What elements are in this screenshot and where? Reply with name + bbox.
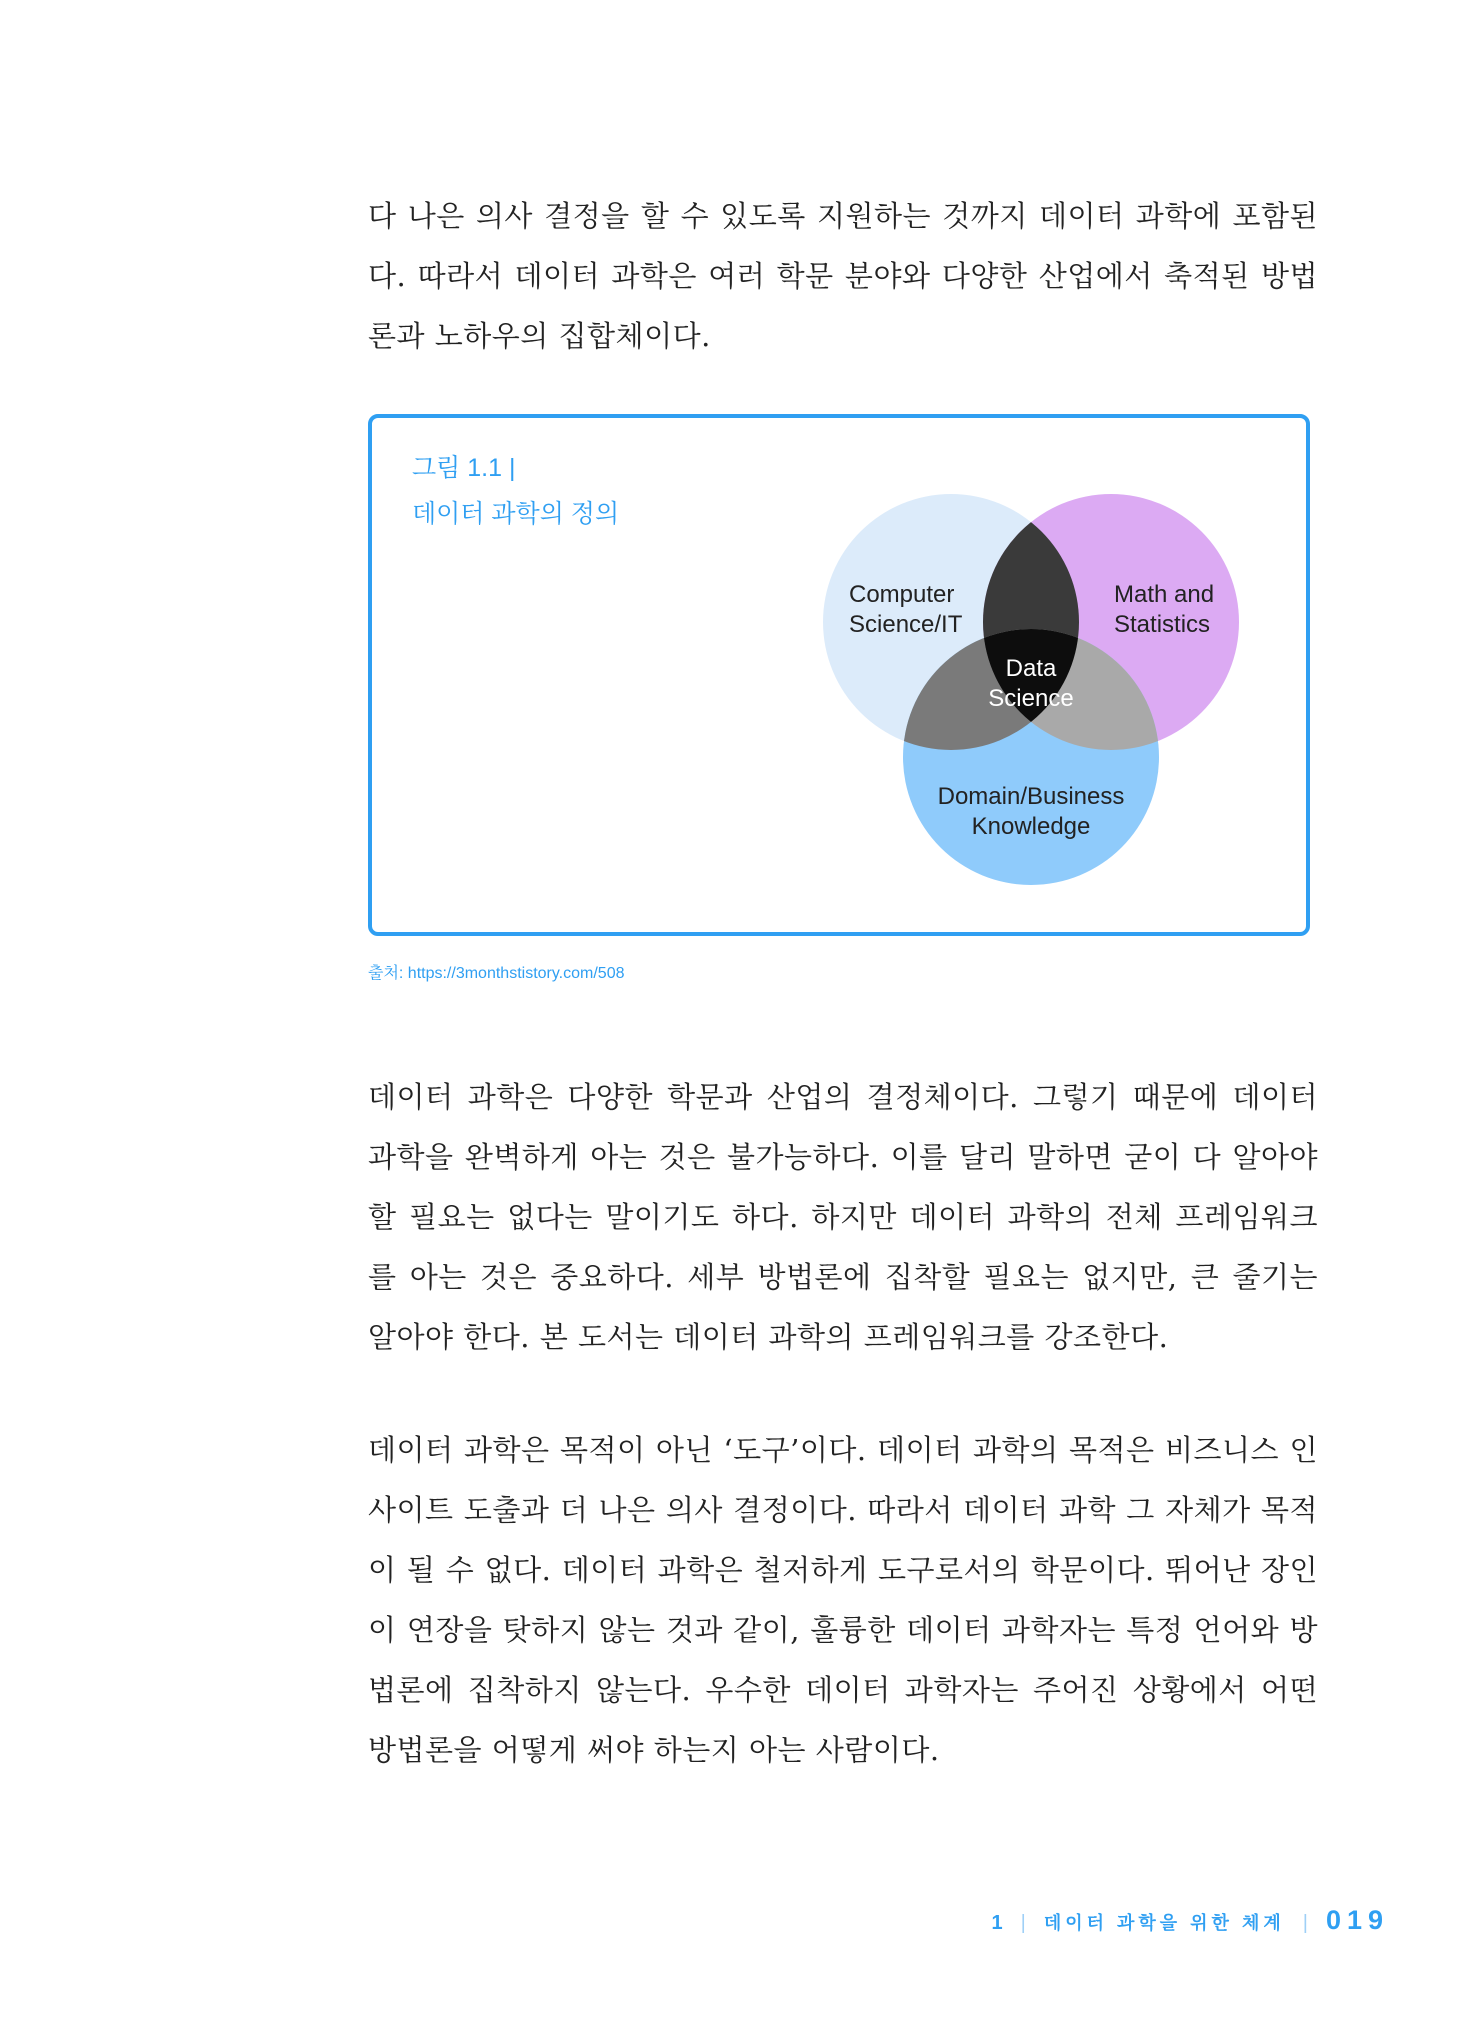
footer-chapter: 1 <box>991 1912 1003 1934</box>
figure-source: 출처: https://3monthstistory.com/508 <box>368 965 625 982</box>
venn-label-domain-2: Knowledge <box>971 813 1091 840</box>
venn-label-domain-1: Domain/Business <box>937 783 1125 810</box>
venn-label-cs-1: Computer <box>849 581 955 608</box>
figure-title: 데이터 과학의 정의 <box>412 500 620 528</box>
page-footer <box>992 1905 1389 1936</box>
venn-label-cs-2: Science/IT <box>849 611 963 638</box>
paragraph-tool: 데이터 과학은 목적이 아닌 ‘도구’이다. 데이터 과학의 목적은 비즈니스 인사이트 도출과 더 나은 의사 결정이다. 따라서 데이터 과학 그 자체가 목적이 될 수 없다. 데이터 과학은 철저하게 도구로서의 학문이다. 뛰어난 장인이 연장을 탓하지 않는 것과 같이, 훌륭한 데이터 과학자는 특정 언어와 방법론에 집착하지 않는다. 우수한 데이터 과학자는 주어진 상황에서 어떤 방법론을 어떻게 써야 하는지 아는 사람이다. <box>368 1433 1318 1767</box>
venn-label-center-2: Science <box>988 685 1074 712</box>
page-number: 019 <box>1325 1905 1389 1935</box>
figure-box <box>368 414 1310 936</box>
venn-label-math-1: Math and <box>1114 581 1215 608</box>
paragraph-framework: 데이터 과학은 다양한 학문과 산업의 결정체이다. 그렇기 때문에 데이터 과학을 완벽하게 아는 것은 불가능하다. 이를 달리 말하면 굳이 다 알아야 할 필요는 없다는 말이기도 하다. 하지만 데이터 과학의 전체 프레임워크를 아는 것은 중요하다. 세부 방법론에 집착할 필요는 없지만, 큰 줄기는 알아야 한다. 본 도서는 데이터 과학의 프레임워크를 강조한다. <box>368 1080 1318 1354</box>
venn-label-center-1: Data <box>1005 655 1057 682</box>
footer-separator-2: | <box>1302 1912 1308 1934</box>
footer-separator-1: | <box>1020 1912 1026 1934</box>
venn-diagram <box>814 462 1254 902</box>
footer-title: 데이터 과학을 위한 체계 <box>1043 1913 1285 1933</box>
paragraph-intro: 다 나은 의사 결정을 할 수 있도록 지원하는 것까지 데이터 과학에 포함된다. 따라서 데이터 과학은 여러 학문 분야와 다양한 산업에서 축적된 방법론과 노하우의 집합체이다. <box>368 199 1318 353</box>
figure-label: 그림 1.1 | <box>412 454 516 482</box>
venn-label-math-2: Statistics <box>1114 611 1211 638</box>
